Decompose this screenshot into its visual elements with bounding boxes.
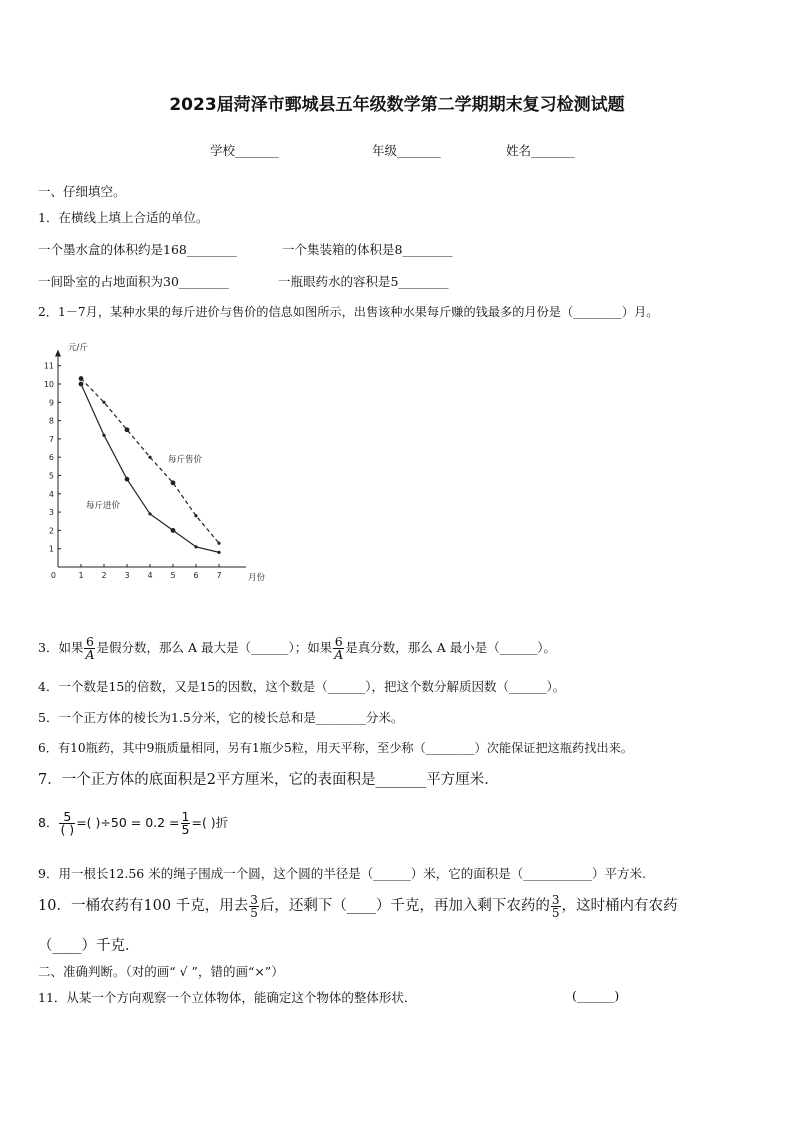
- fraction-denominator: A: [334, 647, 344, 662]
- x-tick-label: 4: [147, 571, 153, 580]
- question-8: [38, 803, 228, 843]
- question-10-fraction-1: [249, 894, 259, 919]
- section-1-heading: 一、仔细填空。: [38, 184, 126, 199]
- series-line: [81, 384, 219, 552]
- data-point: [79, 382, 84, 387]
- question-3-part-a: 3．如果: [38, 640, 84, 655]
- grade-field: 年级_______: [372, 143, 441, 158]
- x-tick-label: 1: [78, 571, 84, 580]
- fraction-numerator: 5: [63, 808, 72, 824]
- question-8-fraction-1: [59, 808, 75, 837]
- question-1-stem: 1．在横线上填上合适的单位。: [38, 210, 209, 225]
- question-3: [38, 630, 556, 666]
- y-tick-label: 6: [48, 453, 54, 463]
- question-11-text: 11．从某一个方向观察一个立体物体，能确定这个物体的整体形状．: [38, 990, 417, 1005]
- x-tick-label: 2: [101, 571, 107, 580]
- fraction-numerator: 6: [334, 633, 343, 649]
- name-field: 姓名_______: [506, 143, 575, 158]
- page-title: 2023届菏泽市鄄城县五年级数学第二学期期末复习检测试题: [169, 95, 625, 115]
- data-point: [171, 528, 176, 533]
- data-point: [194, 514, 197, 517]
- price-chart: [36, 336, 296, 586]
- fraction-denominator: A: [85, 647, 95, 662]
- question-10-part-c: ，这时桶内有农药: [561, 898, 678, 914]
- data-point: [79, 376, 84, 381]
- x-tick-label: 3: [124, 571, 130, 580]
- y-tick-label: 4: [48, 489, 54, 499]
- fraction-denominator: 5: [250, 905, 258, 920]
- origin-label: 0: [50, 571, 56, 580]
- series-label: 每斤进价: [86, 501, 121, 511]
- question-8-middle: =( )÷50 = 0.2 =: [76, 815, 180, 830]
- fraction-numerator: 3: [551, 892, 560, 907]
- data-point: [125, 427, 130, 432]
- series-label: 每斤售价: [168, 455, 203, 465]
- question-3-part-b: 是假分数，那么 A 最大是（______）；如果: [96, 640, 333, 655]
- question-2-text: 2．1－7月，某种水果的每斤进价与售价的信息如图所示，出售该种水果每斤赚的钱最多的月份是（________）月。: [38, 305, 659, 319]
- question-8-end: =( )折: [191, 815, 229, 830]
- y-tick-label: 7: [48, 434, 54, 444]
- question-10-part-b: 后，还剩下（____）千克，再加入剩下农药的: [259, 898, 550, 914]
- question-10-part-a: 10．一桶农药有100 千克，用去: [38, 898, 249, 914]
- question-9-text: 9．用一根长12.56 米的绳子围成一个圆，这个圆的半径是（______）米，它的面积是（___________）平方米.: [38, 866, 646, 881]
- question-3-part-c: 是真分数，那么 A 最小是（______）。: [345, 640, 556, 655]
- y-axis-label: 元/斤: [68, 343, 88, 353]
- y-tick-label: 8: [48, 416, 54, 426]
- y-tick-label: 11: [43, 361, 54, 371]
- school-field: 学校_______: [210, 143, 279, 158]
- data-point: [125, 477, 130, 482]
- y-tick-label: 1: [48, 544, 54, 554]
- question-11-answer-blank[interactable]: (______): [572, 988, 620, 1003]
- question-3-fraction-1: [84, 633, 95, 662]
- x-tick-label: 6: [193, 571, 199, 580]
- x-axis-label: 月份: [248, 573, 266, 583]
- question-8-fraction-2: [181, 808, 191, 837]
- question-6-text: 6．有10瓶药，其中9瓶质量相同，另有1瓶少5粒，用天平称，至少称（________）次能保证把这瓶药找出来。: [38, 741, 633, 755]
- question-4-text: 4．一个数是15的倍数，又是15的因数，这个数是（______），把这个数分解质因数（______）。: [38, 679, 566, 694]
- y-tick-label: 5: [48, 471, 54, 481]
- y-axis-arrow: [55, 350, 61, 357]
- y-tick-label: 9: [48, 398, 54, 408]
- fraction-denominator: ( ): [60, 822, 75, 837]
- data-point: [217, 542, 220, 545]
- data-point: [217, 551, 220, 554]
- fraction-numerator: 3: [250, 892, 258, 907]
- question-1-item-a: 一个墨水盒的体积约是168________: [38, 242, 237, 257]
- data-point: [102, 401, 105, 404]
- y-tick-label: 10: [43, 380, 54, 389]
- section-2-heading: 二、准确判断。（对的画“ √ ”，错的画“×”）: [38, 964, 284, 979]
- data-point: [148, 456, 151, 459]
- y-tick-label: 2: [48, 526, 54, 536]
- question-1-item-b: 一个集装箱的体积是8________: [282, 242, 453, 257]
- question-3-fraction-2: [333, 633, 344, 662]
- question-7-text: 7．一个正方体的底面积是2平方厘米，它的表面积是_______平方厘米．: [38, 772, 499, 788]
- x-tick-label: 5: [170, 571, 176, 580]
- fraction-numerator: 1: [181, 808, 190, 824]
- fraction-denominator: 5: [551, 905, 560, 920]
- data-point: [194, 545, 197, 548]
- data-point: [102, 434, 105, 437]
- fraction-denominator: 5: [181, 822, 190, 837]
- x-tick-label: 7: [216, 571, 222, 580]
- question-10-fraction-2: [551, 894, 561, 919]
- data-point: [148, 512, 151, 515]
- question-10: [38, 887, 678, 925]
- y-tick-label: 3: [48, 508, 54, 518]
- question-10-part-d: （____）千克．: [38, 938, 140, 954]
- fraction-numerator: 6: [85, 633, 94, 649]
- question-1-item-d: 一瓶眼药水的容积是5________: [278, 274, 449, 289]
- data-point: [171, 480, 176, 485]
- question-1-item-c: 一间卧室的占地面积为30________: [38, 274, 229, 289]
- question-8-label: 8．: [38, 815, 59, 830]
- question-5-text: 5．一个正方体的棱长为1.5分米，它的棱长总和是________分米。: [38, 710, 404, 725]
